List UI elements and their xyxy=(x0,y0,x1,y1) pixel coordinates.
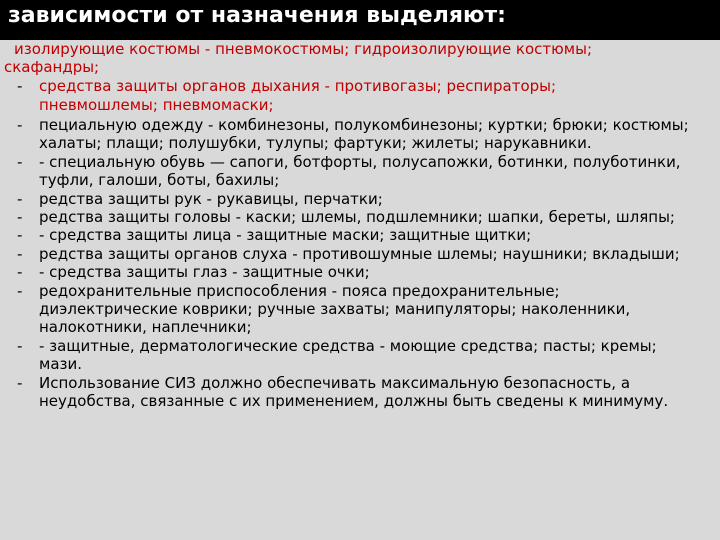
list-item-text: редства защиты органов слуха - противошумные шлемы; наушники; вкладыши; xyxy=(39,244,680,263)
list-bullet: - xyxy=(17,226,23,245)
list-item-text: редохранительные приспособления - пояса предохранительные; диэлектрические коврики; ручные захваты; манипуляторы; наколенники, налокотники, наплечники; xyxy=(39,281,631,337)
title-bar xyxy=(0,0,720,40)
list-item xyxy=(0,282,700,337)
list-bullet: - xyxy=(17,281,23,300)
list-bullet: - xyxy=(17,208,23,227)
list-bullet: - xyxy=(17,263,23,282)
list-item xyxy=(0,263,700,281)
list-item xyxy=(0,374,700,411)
list-item-text: - средства защиты глаз - защитные очки; xyxy=(39,263,370,282)
list-item-text: редства защиты рук - рукавицы, перчатки; xyxy=(39,189,383,208)
list-bullet: - xyxy=(17,116,23,134)
slide-title: зависимости от назначения выделяют: xyxy=(8,3,506,28)
list-item-text: редства защиты головы - каски; шлемы, подшлемники; шапки, береты, шляпы; xyxy=(39,208,675,227)
list-item-text: - средства защиты лица - защитные маски; защитные щитки; xyxy=(39,226,532,245)
red-line-3: средства защиты органов дыхания - противогазы; респираторы; xyxy=(39,77,557,95)
list-item-text: - специальную обувь — сапоги, ботфорты, полусапожки, ботинки, полуботинки, туфли, галоши, боты, бахилы; xyxy=(39,152,681,190)
list-bullet: - xyxy=(17,336,23,355)
list-item xyxy=(0,190,700,208)
list-item-text: - защитные, дерматологические средства - моющие средства; пасты; кремы; мази. xyxy=(39,336,657,374)
red-line-2: скафандры; xyxy=(4,58,100,76)
list-bullet: - xyxy=(17,152,23,171)
red-line-1: изолирующие костюмы - пневмокостюмы; гидроизолирующие костюмы; xyxy=(14,40,592,58)
red-line-4: пневмошлемы; пневмомаски; xyxy=(39,96,274,114)
list-bullet: - xyxy=(17,244,23,263)
list-item xyxy=(0,226,700,244)
ppe-list xyxy=(0,116,700,411)
list-item xyxy=(0,153,700,190)
list-item xyxy=(0,337,700,374)
list-item xyxy=(0,245,700,263)
list-item xyxy=(0,208,700,226)
list-item xyxy=(0,116,700,153)
red-line-bullet: - xyxy=(17,77,23,95)
list-bullet: - xyxy=(17,189,23,208)
list-item-text: Использование СИЗ должно обеспечивать максимальную безопасность, а неудобства, связанные с их применением, должны быть сведены к минимуму. xyxy=(39,373,669,411)
list-item-text: пециальную одежду - комбинезоны, полукомбинезоны; куртки; брюки; костюмы; халаты; плащи; полушубки, тулупы; фартуки; жилеты; нарукавники. xyxy=(39,116,689,153)
list-bullet: - xyxy=(17,373,23,392)
